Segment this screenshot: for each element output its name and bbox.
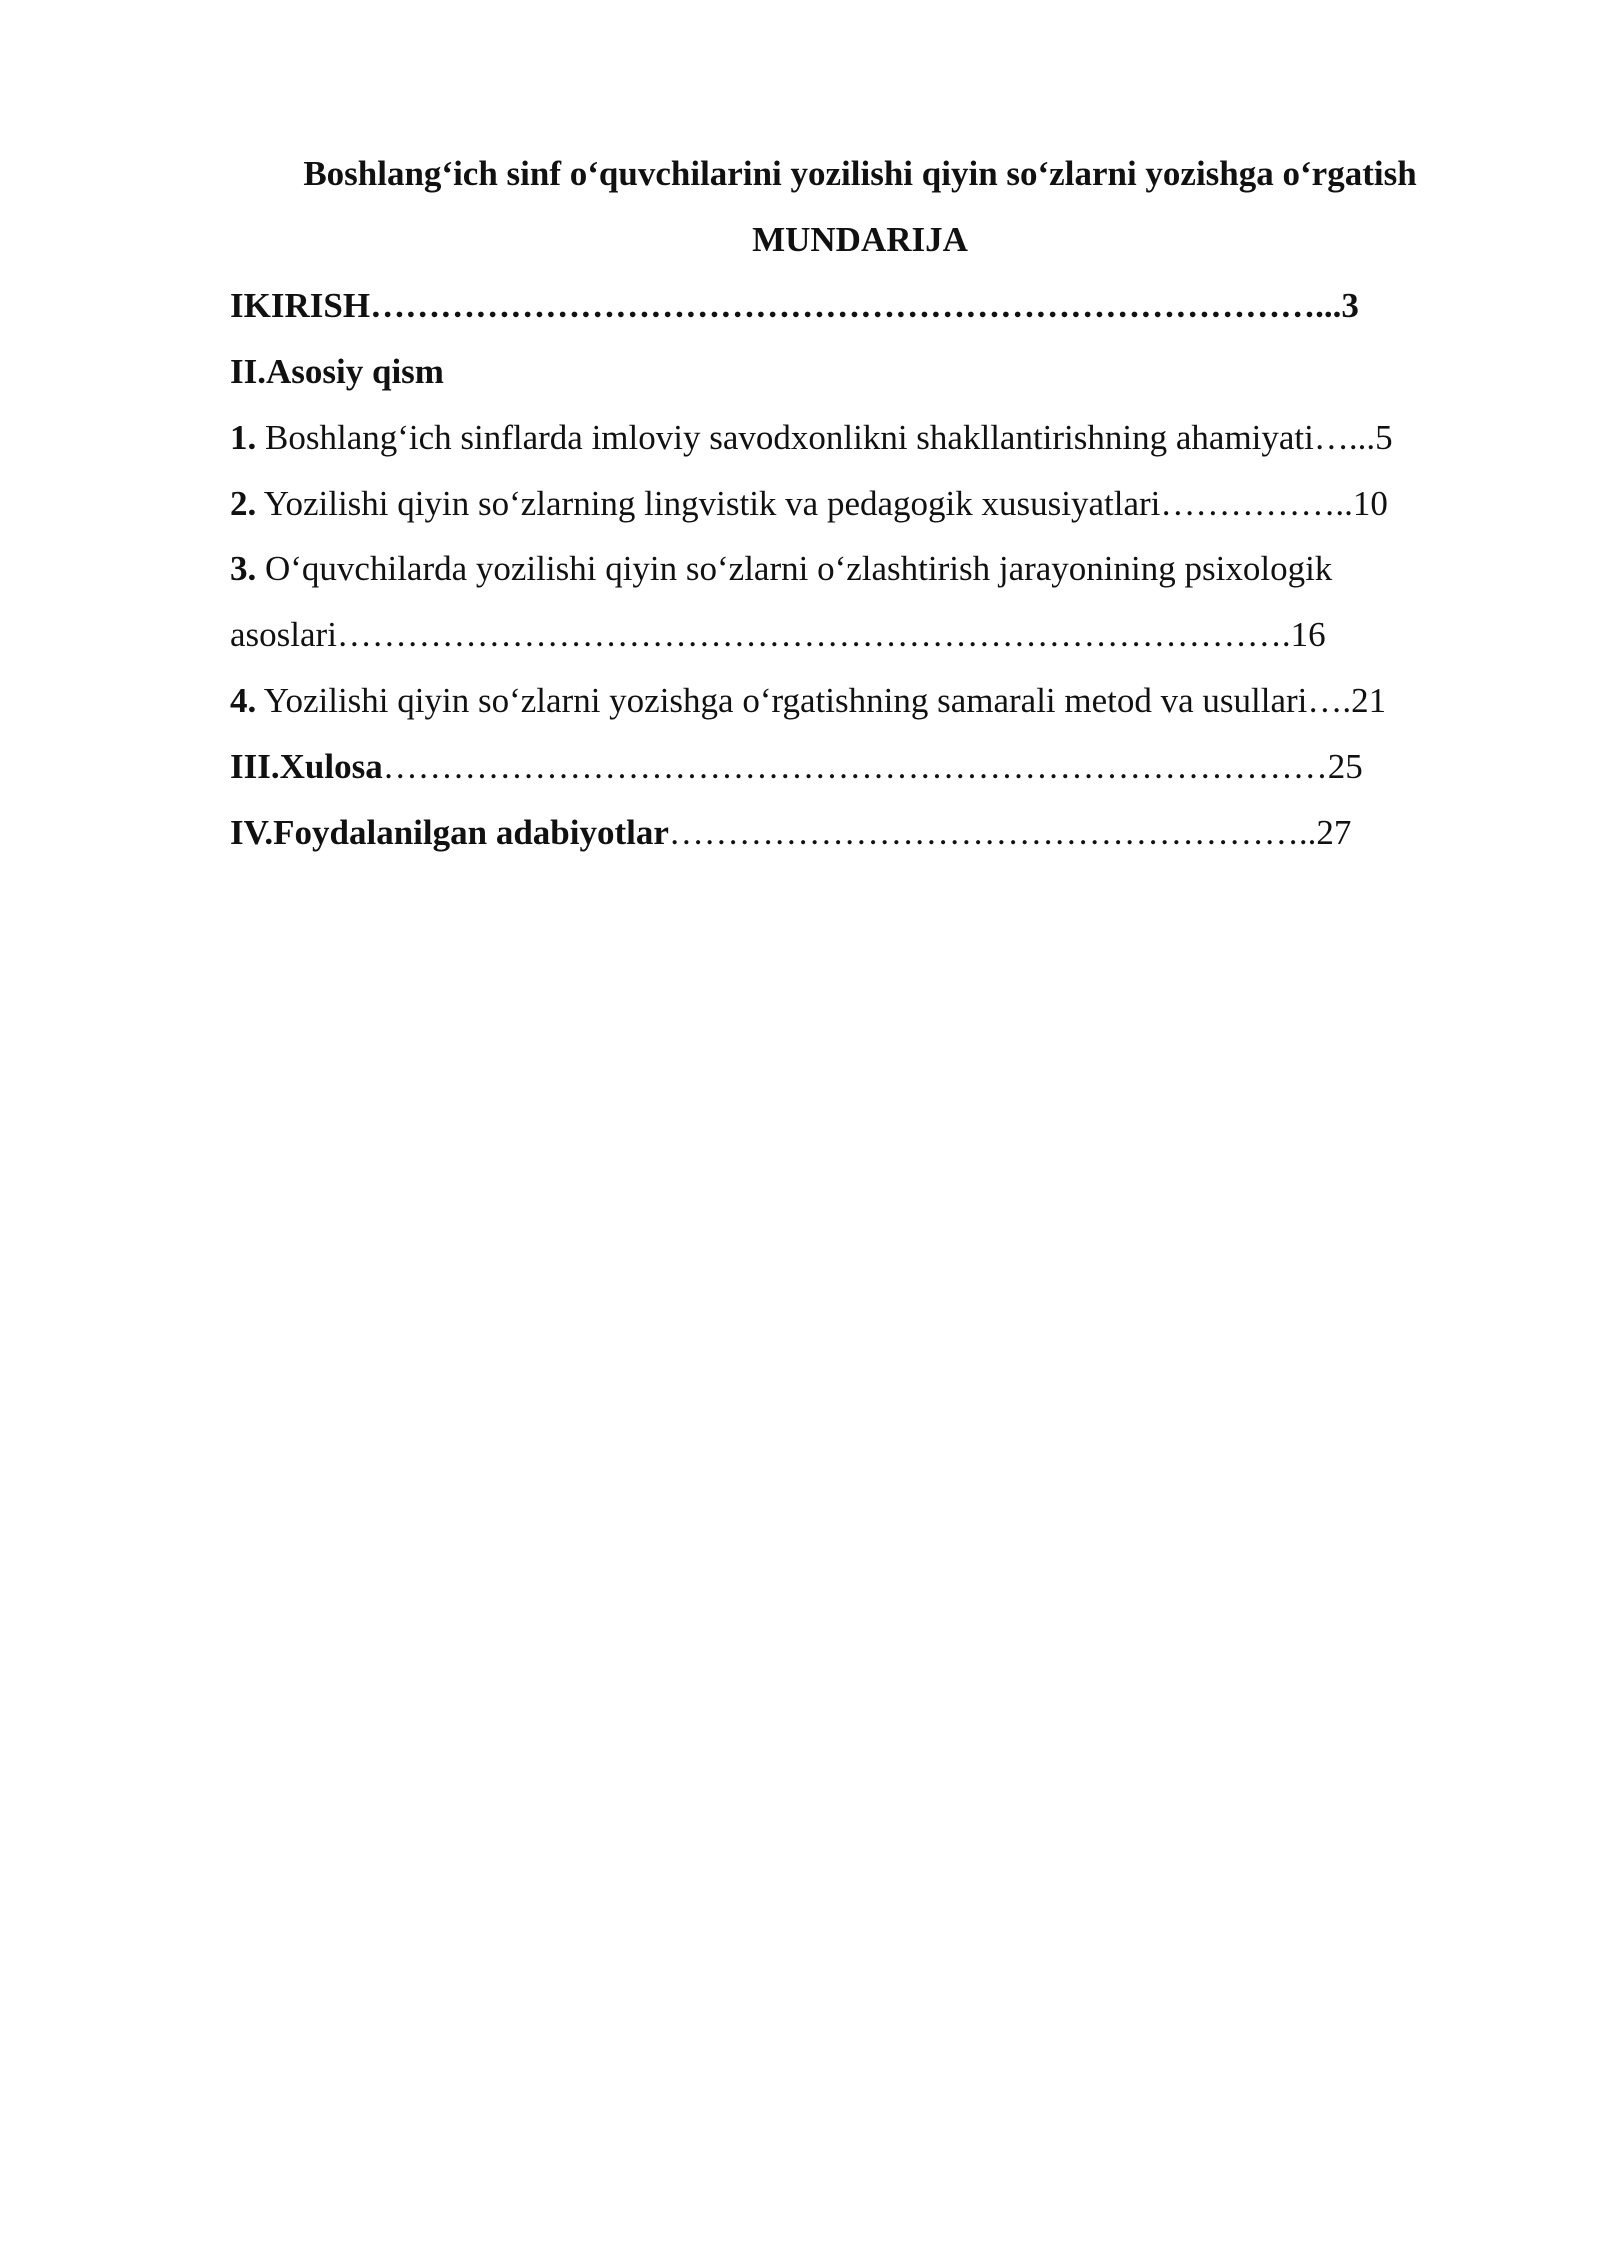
- toc-entry-text: O‘quvchilarda yozilishi qiyin so‘zlarni o‘zlashtirish jarayonining psixologik: [256, 549, 1333, 588]
- toc-heading: MUNDARIJA: [752, 220, 968, 259]
- toc-entry-text: Boshlang‘ich sinflarda imloviy savodxonlikni shakllantirishning ahamiyati…...5: [256, 418, 1393, 457]
- toc-entry-number: 1.: [230, 418, 257, 457]
- toc-entry-text: Yozilishi qiyin so‘zlarni yozishga o‘rgatishning samarali metod va usullari….21: [256, 681, 1387, 720]
- toc-entry-number: 3.: [230, 549, 257, 588]
- toc-entry-page: 3: [1341, 286, 1359, 325]
- toc-entry-1[interactable]: [230, 416, 1393, 460]
- toc-entry-2[interactable]: [230, 482, 1388, 526]
- toc-entry-conclusion[interactable]: [230, 745, 1363, 789]
- toc-entry-leader: ………………………………………………………………………...: [370, 286, 1342, 325]
- toc-entry-number: 2.: [230, 484, 257, 523]
- toc-entry-leader-page: ………………………………………………………………………25: [382, 747, 1363, 786]
- toc-entry-3[interactable]: [230, 547, 1332, 591]
- toc-entry-label: III.Xulosa: [230, 747, 383, 786]
- toc-entry-label: IV.Foydalanilgan adabiyotlar: [230, 813, 669, 852]
- document-title: Boshlang‘ich sinf o‘quvchilarini yozilishi qiyin so‘zlarni yozishga o‘rgatish: [303, 154, 1417, 193]
- toc-entry-3-continued[interactable]: asoslari……………………………………………………………………….16: [230, 615, 1326, 654]
- toc-entry-number: 4.: [230, 681, 257, 720]
- toc-entry-main-part[interactable]: II.Asosiy qism: [230, 352, 444, 391]
- toc-entry-text: Yozilishi qiyin so‘zlarning lingvistik va pedagogik xususiyatlari……………..10: [256, 484, 1388, 523]
- toc-entry-intro[interactable]: [230, 284, 1359, 328]
- toc-entry-label: IKIRISH: [230, 286, 371, 325]
- toc-entry-leader-page: ………………………………………………..27: [668, 813, 1352, 852]
- toc-entry-4[interactable]: [230, 679, 1386, 723]
- toc-entry-references[interactable]: [230, 811, 1351, 855]
